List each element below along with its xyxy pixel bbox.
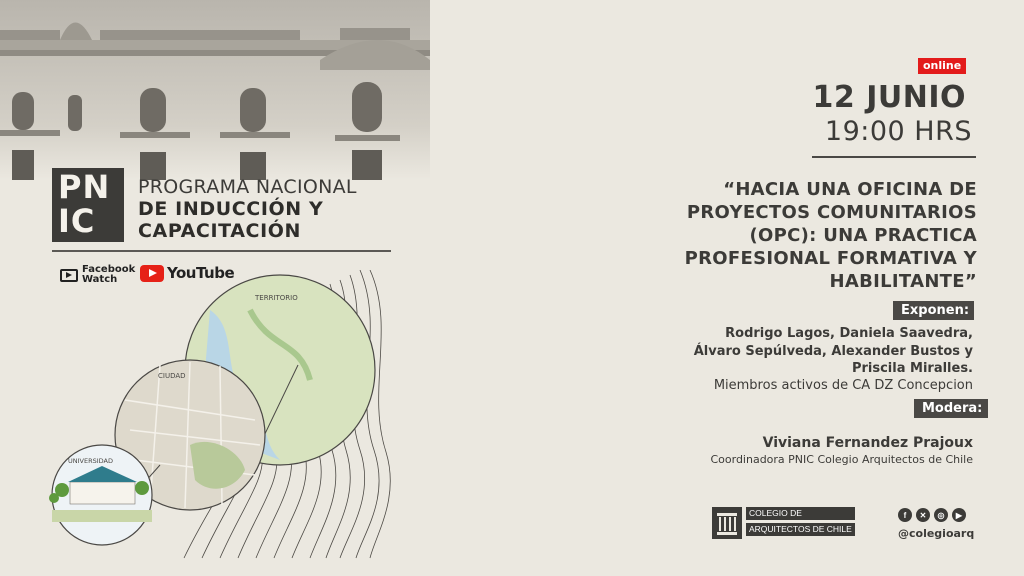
moderator-label: Modera: (914, 399, 988, 418)
date-divider (812, 156, 976, 158)
talk-title (597, 178, 977, 293)
event-date: 12 JUNIO (812, 80, 966, 115)
youtube-text: YouTube (167, 264, 235, 282)
event-time: 19:00 HRS (824, 116, 972, 147)
colegio-emblem-icon (712, 507, 742, 539)
colegio-name-line1: COLEGIO DE (746, 507, 855, 520)
talk-title-line: (OPC): UNA PRACTICA (749, 225, 977, 246)
social-handle[interactable]: @colegioarq (898, 527, 975, 540)
speakers-line: Rodrigo Lagos, Daniela Saavedra, (725, 326, 973, 341)
online-badge: online (918, 58, 966, 74)
talk-title-line: HABILITANTE” (829, 271, 977, 292)
territorio-label: TERRITORIO (255, 294, 298, 302)
x-icon[interactable]: ✕ (916, 508, 930, 522)
program-name-line1: PROGRAMA NACIONAL (138, 176, 357, 198)
moderator-role: Coordinadora PNIC Colegio Arquitectos de Chile (710, 453, 973, 466)
facebook-icon[interactable]: f (898, 508, 912, 522)
instagram-icon[interactable]: ◎ (934, 508, 948, 522)
speakers-line: Álvaro Sepúlveda, Alexander Bustos y (693, 343, 973, 359)
social-icons (898, 508, 966, 522)
program-name-line2: DE INDUCCIÓN Y (138, 198, 324, 220)
talk-title-line: PROFESIONAL FORMATIVA Y (684, 248, 977, 269)
universidad-label: UNIVERSIDAD (68, 457, 113, 465)
colegio-name-line2: ARQUITECTOS DE CHILE (746, 523, 855, 536)
talk-title-line: “HACIA UNA OFICINA DE (723, 179, 977, 200)
speakers-list (694, 325, 973, 378)
ciudad-label: CIUDAD (158, 372, 186, 380)
scale-illustration (40, 270, 400, 560)
speakers-line: Priscila Miralles. (851, 361, 973, 376)
pnic-logo-line2: IC (58, 202, 96, 240)
facebook-watch-line2: Watch (82, 274, 118, 285)
building-facade-image (0, 0, 430, 180)
program-name-lines (138, 198, 323, 242)
pnic-logo-line1: PN (58, 168, 111, 206)
logo-divider (52, 250, 391, 252)
speakers-label: Exponen: (893, 301, 974, 320)
youtube-icon[interactable]: ▶ (952, 508, 966, 522)
pnic-logo (52, 168, 124, 242)
moderator-name: Viviana Fernandez Prajoux (762, 435, 973, 451)
program-name-line3: CAPACITACIÓN (138, 220, 302, 242)
colegio-logo (712, 507, 855, 539)
facebook-watch-line1: Facebook (82, 264, 136, 275)
talk-title-line: PROYECTOS COMUNITARIOS (686, 202, 977, 223)
speakers-affiliation: Miembros activos de CA DZ Concepcion (713, 378, 973, 393)
